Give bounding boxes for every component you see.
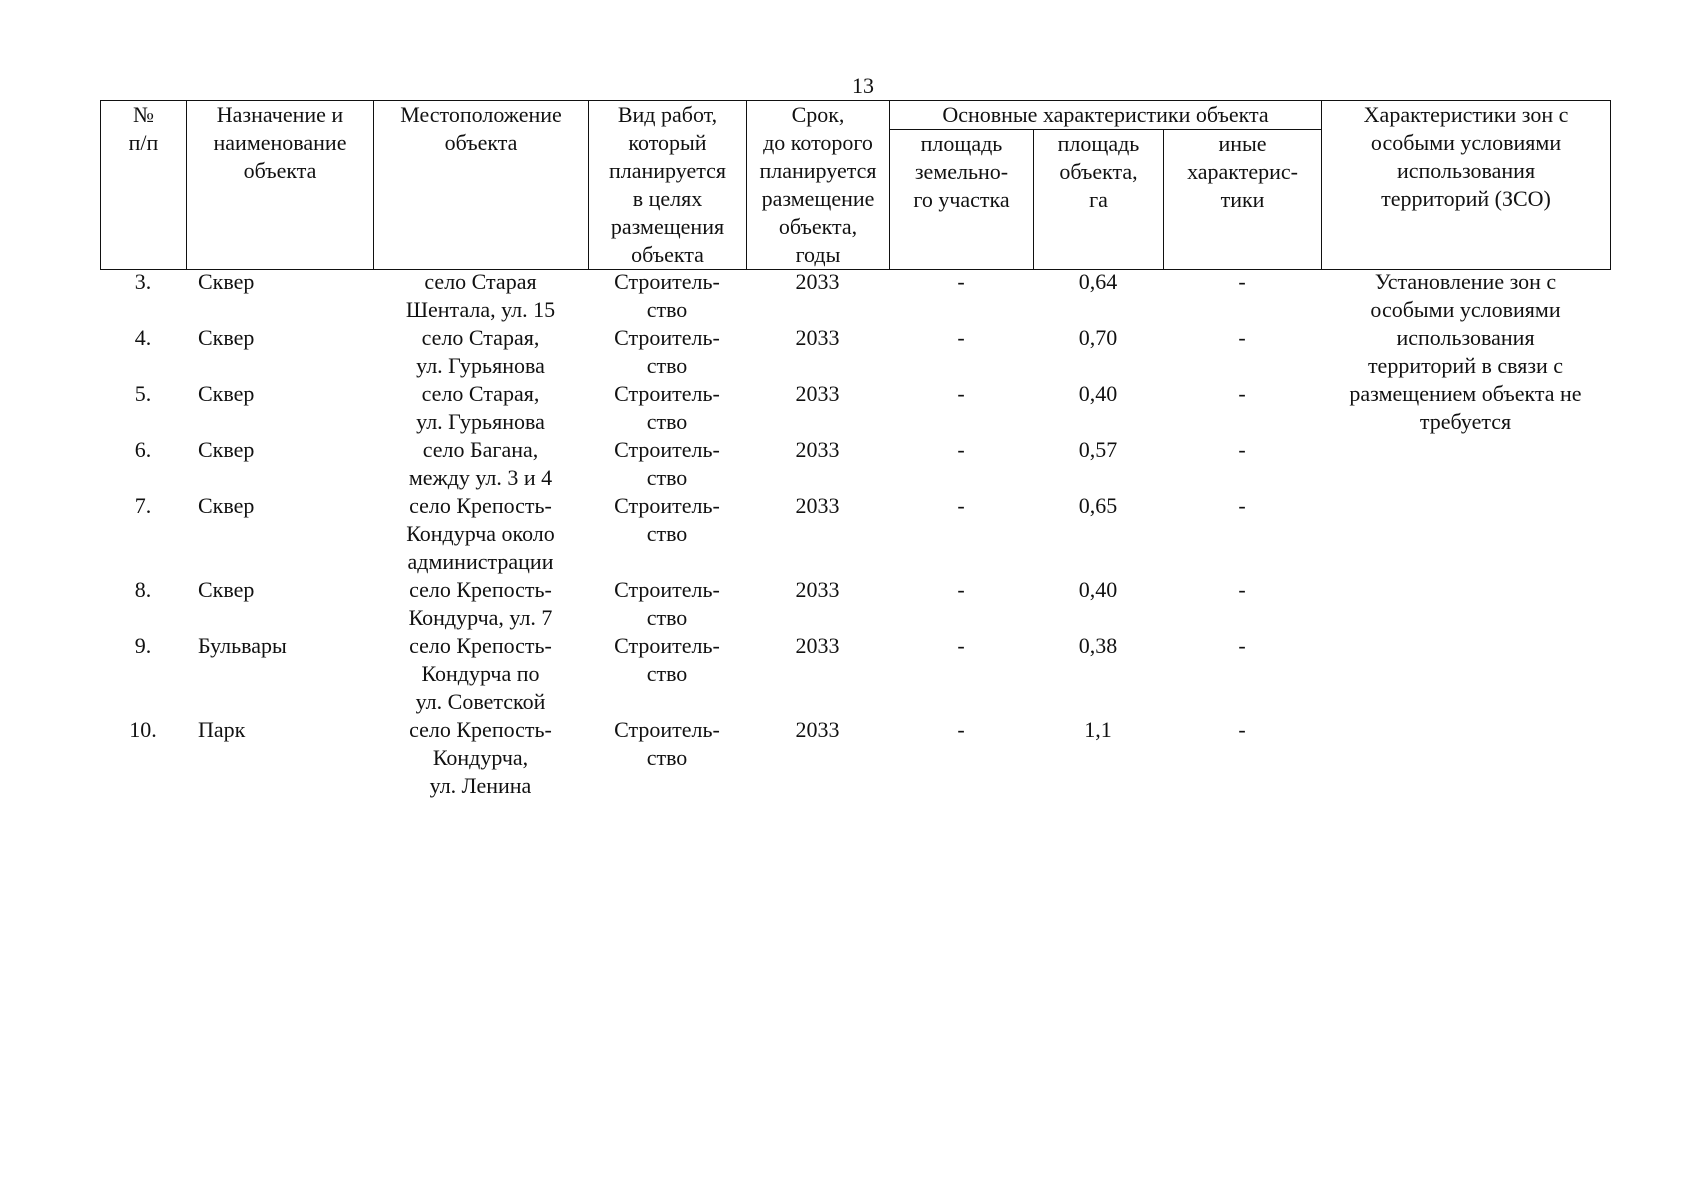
row-work-type: Строитель- ство — [614, 633, 720, 686]
row-name: Сквер — [198, 577, 255, 602]
row-work-type: Строитель- ство — [614, 269, 720, 322]
row-location: село Старая Шентала, ул. 15 — [405, 269, 556, 322]
row-land-area: - — [957, 577, 965, 602]
row-object-area: 0,64 — [1078, 269, 1118, 294]
row-other-characteristics: - — [1238, 493, 1246, 518]
zso-note: Установление зон с особыми условиями использования территорий в связи с размещением объекта не требуется — [1349, 269, 1582, 434]
row-object-area: 0,38 — [1078, 633, 1118, 658]
table-row — [100, 268, 1610, 324]
row-object-area: 0,57 — [1078, 437, 1118, 462]
row-deadline: 2033 — [795, 717, 840, 742]
row-other-characteristics: - — [1238, 437, 1246, 462]
row-work-type: Строитель- ство — [614, 437, 720, 490]
row-number: 10. — [129, 717, 157, 742]
row-location: село Крепость- Кондурча, ул. Ленина — [409, 717, 552, 798]
row-location: село Старая, ул. Гурьянова — [416, 325, 545, 378]
row-name: Сквер — [198, 493, 255, 518]
row-other-characteristics: - — [1238, 577, 1246, 602]
row-land-area: - — [957, 717, 965, 742]
row-object-area: 0,65 — [1078, 493, 1118, 518]
row-land-area: - — [957, 269, 965, 294]
header-zso: Характеристики зон с особыми условиями использования территорий (ЗСО) — [1322, 101, 1611, 270]
row-name: Сквер — [198, 437, 255, 462]
row-number: 5. — [134, 381, 152, 406]
header-object-area: площадь объекта, га — [1034, 130, 1164, 270]
row-location: село Багана, между ул. 3 и 4 — [408, 437, 553, 490]
row-name: Парк — [198, 717, 246, 742]
row-land-area: - — [957, 493, 965, 518]
row-land-area: - — [957, 325, 965, 350]
row-number: 8. — [134, 577, 152, 602]
row-deadline: 2033 — [795, 577, 840, 602]
page-number: 13 — [852, 73, 874, 98]
row-number: 9. — [134, 633, 152, 658]
row-work-type: Строитель- ство — [614, 577, 720, 630]
row-location: село Крепость- Кондурча около администрации — [406, 493, 555, 574]
row-name: Сквер — [198, 269, 255, 294]
row-other-characteristics: - — [1238, 717, 1246, 742]
header-name: Назначение и наименование объекта — [187, 101, 374, 270]
header-location: Местоположение объекта — [374, 101, 589, 270]
row-land-area: - — [957, 381, 965, 406]
row-work-type: Строитель- ство — [614, 493, 720, 546]
row-other-characteristics: - — [1238, 633, 1246, 658]
row-number: 3. — [134, 269, 152, 294]
row-deadline: 2033 — [795, 325, 840, 350]
row-other-characteristics: - — [1238, 325, 1246, 350]
row-land-area: - — [957, 633, 965, 658]
row-other-characteristics: - — [1238, 381, 1246, 406]
row-land-area: - — [957, 437, 965, 462]
header-land-area: площадь земельно- го участка — [890, 130, 1034, 270]
row-deadline: 2033 — [795, 269, 840, 294]
row-location: село Старая, ул. Гурьянова — [416, 381, 545, 434]
row-object-area: 1,1 — [1084, 717, 1112, 742]
header-num: № п/п — [101, 101, 187, 270]
row-name: Сквер — [198, 381, 255, 406]
row-deadline: 2033 — [795, 381, 840, 406]
header-main-characteristics: Основные характеристики объекта — [890, 101, 1322, 130]
row-work-type: Строитель- ство — [614, 717, 720, 770]
row-work-type: Строитель- ство — [614, 325, 720, 378]
row-object-area: 0,40 — [1078, 577, 1118, 602]
header-other-characteristics: иные характерис- тики — [1164, 130, 1322, 270]
row-object-area: 0,40 — [1078, 381, 1118, 406]
row-deadline: 2033 — [795, 633, 840, 658]
row-number: 7. — [134, 493, 152, 518]
header-deadline: Срок, до которого планируется размещение объекта, годы — [747, 101, 890, 270]
row-number: 6. — [134, 437, 152, 462]
row-number: 4. — [134, 325, 152, 350]
header-work-type: Вид работ, который планируется в целях размещения объекта — [589, 101, 747, 270]
row-work-type: Строитель- ство — [614, 381, 720, 434]
table-header — [100, 100, 1611, 270]
row-other-characteristics: - — [1238, 269, 1246, 294]
row-deadline: 2033 — [795, 437, 840, 462]
row-name: Бульвары — [198, 633, 287, 658]
row-location: село Крепость- Кондурча по ул. Советской — [409, 633, 552, 714]
row-location: село Крепость- Кондурча, ул. 7 — [408, 577, 553, 630]
table-body — [100, 268, 1610, 800]
row-object-area: 0,70 — [1078, 325, 1118, 350]
row-deadline: 2033 — [795, 493, 840, 518]
row-name: Сквер — [198, 325, 255, 350]
